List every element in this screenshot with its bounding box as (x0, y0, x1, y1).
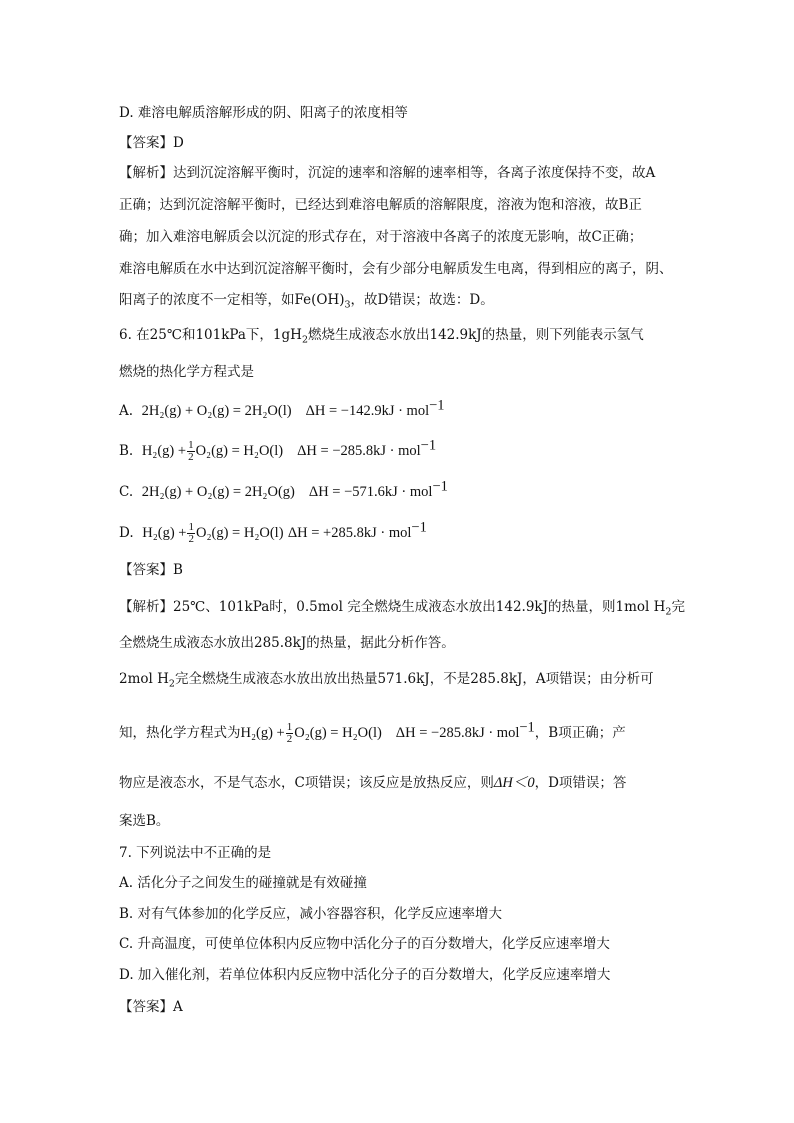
answer-tag: 【答案】 (119, 135, 173, 151)
answer-value: D (173, 135, 184, 151)
q6-option-b: B. H₂(g) + $\frac{1}{2}$ O₂(g) = H₂O(l) ΔH = −285.8kJ · mol$^{-1}$ (119, 437, 437, 463)
q7-answer (119, 998, 183, 1016)
q7-option-d: D. 加入催化剂，若单位体积内反应物中活化分子的百分数增大，化学反应速率增大 (119, 967, 611, 983)
q7-option-c: C. 升高温度，可使单位体积内反应物中活化分子的百分数增大，化学反应速率增大 (119, 936, 610, 952)
answer-value: B (173, 562, 183, 578)
q5-analysis-line-5: 阳离子的浓度不一定相等，如$Fe(OH)_3$，故D错误；故选：D。 (119, 292, 494, 311)
q5-analysis-line-1: 【解析】达到沉淀溶解平衡时，沉淀的速率和溶解的速率相等，各离子浓度保持不变，故A (119, 165, 656, 181)
q6-analysis-line-3: 2mol $H_2$完全燃烧生成液态水放出放出热量571.6kJ，不是285.8kJ，A项错误；由分析可 (119, 671, 654, 690)
fraction: $\frac{1}{2}$ (286, 721, 293, 745)
answer-tag: 【答案】 (119, 999, 173, 1015)
q5-analysis-line-2: 正确；达到沉淀溶解平衡时，已经达到难溶电解质的溶解限度，溶液为饱和溶液，故B正 (119, 197, 642, 213)
q6-stem-line-1: 6. 在25℃和101kPa下，$1gH_2$燃烧生成液态水放出142.9kJ的热量，则下列能表示氢气 (119, 327, 644, 346)
q6-stem-line-2: 燃烧的热化学方程式是 (119, 364, 254, 380)
q7-option-a: A. 活化分子之间发生的碰撞就是有效碰撞 (119, 875, 367, 891)
fraction: $\frac{1}{2}$ (188, 521, 194, 545)
q6-analysis-line-2: 全燃烧生成液态水放出285.8kJ的热量，据此分析作答。 (119, 635, 455, 651)
q7-stem: 7. 下列说法中不正确的是 (119, 845, 272, 861)
q6-option-d: D. H₂(g) + $\frac{1}{2}$ O₂(g) = H₂O(l) ΔH = +285.8kJ · mol$^{-1}$ (119, 519, 427, 545)
q5-answer (119, 134, 184, 152)
q5-option-d: D. 难溶电解质溶解形成的阴、阳离子的浓度相等 (119, 105, 408, 121)
q7-option-b: B. 对有气体参加的化学反应，减小容器容积，化学反应速率增大 (119, 906, 503, 922)
q6-analysis-line-5: 物应是液态水，不是气态水，C项错误；该反应是放热反应，则ΔH＜0，D项错误；答 (119, 775, 627, 791)
analysis-tag: 【解析】 (119, 599, 173, 615)
q5-analysis-line-4: 难溶电解质在水中达到沉淀溶解平衡时，会有少部分电解质发生电离，得到相应的离子，阴、 (119, 261, 673, 277)
q5-analysis-line-3: 确；加入难溶电解质会以沉淀的形式存在，对于溶液中各离子的浓度无影响，故C正确； (119, 229, 643, 245)
q6-analysis-line-6: 案选B。 (119, 813, 170, 829)
q6-analysis-line-1: 【解析】25℃、101kPa时，0.5mol 完全燃烧生成液态水放出142.9kJ的热量，则1mol $H_2$完 (119, 599, 685, 618)
q6-analysis-line-4: 知，热化学方程式为H₂(g) + $\frac{1}{2}$ O₂(g) = H₂O(l) ΔH = −285.8kJ · mol$^{-1}$，B项正确；产 (119, 719, 626, 745)
q6-option-c: C. 2H₂(g) + O₂(g) = 2H₂O(g) ΔH = −571.6kJ · mol$^{-1}$ (119, 478, 448, 500)
answer-value: A (173, 999, 183, 1015)
q6-option-a: A. 2H₂(g) + O₂(g) = 2H₂O(l) ΔH = −142.9kJ · mol$^{-1}$ (119, 397, 445, 419)
answer-tag: 【答案】 (119, 562, 173, 578)
analysis-tag: 【解析】 (119, 165, 173, 181)
q6-answer (119, 561, 183, 579)
fraction: $\frac{1}{2}$ (188, 439, 194, 463)
